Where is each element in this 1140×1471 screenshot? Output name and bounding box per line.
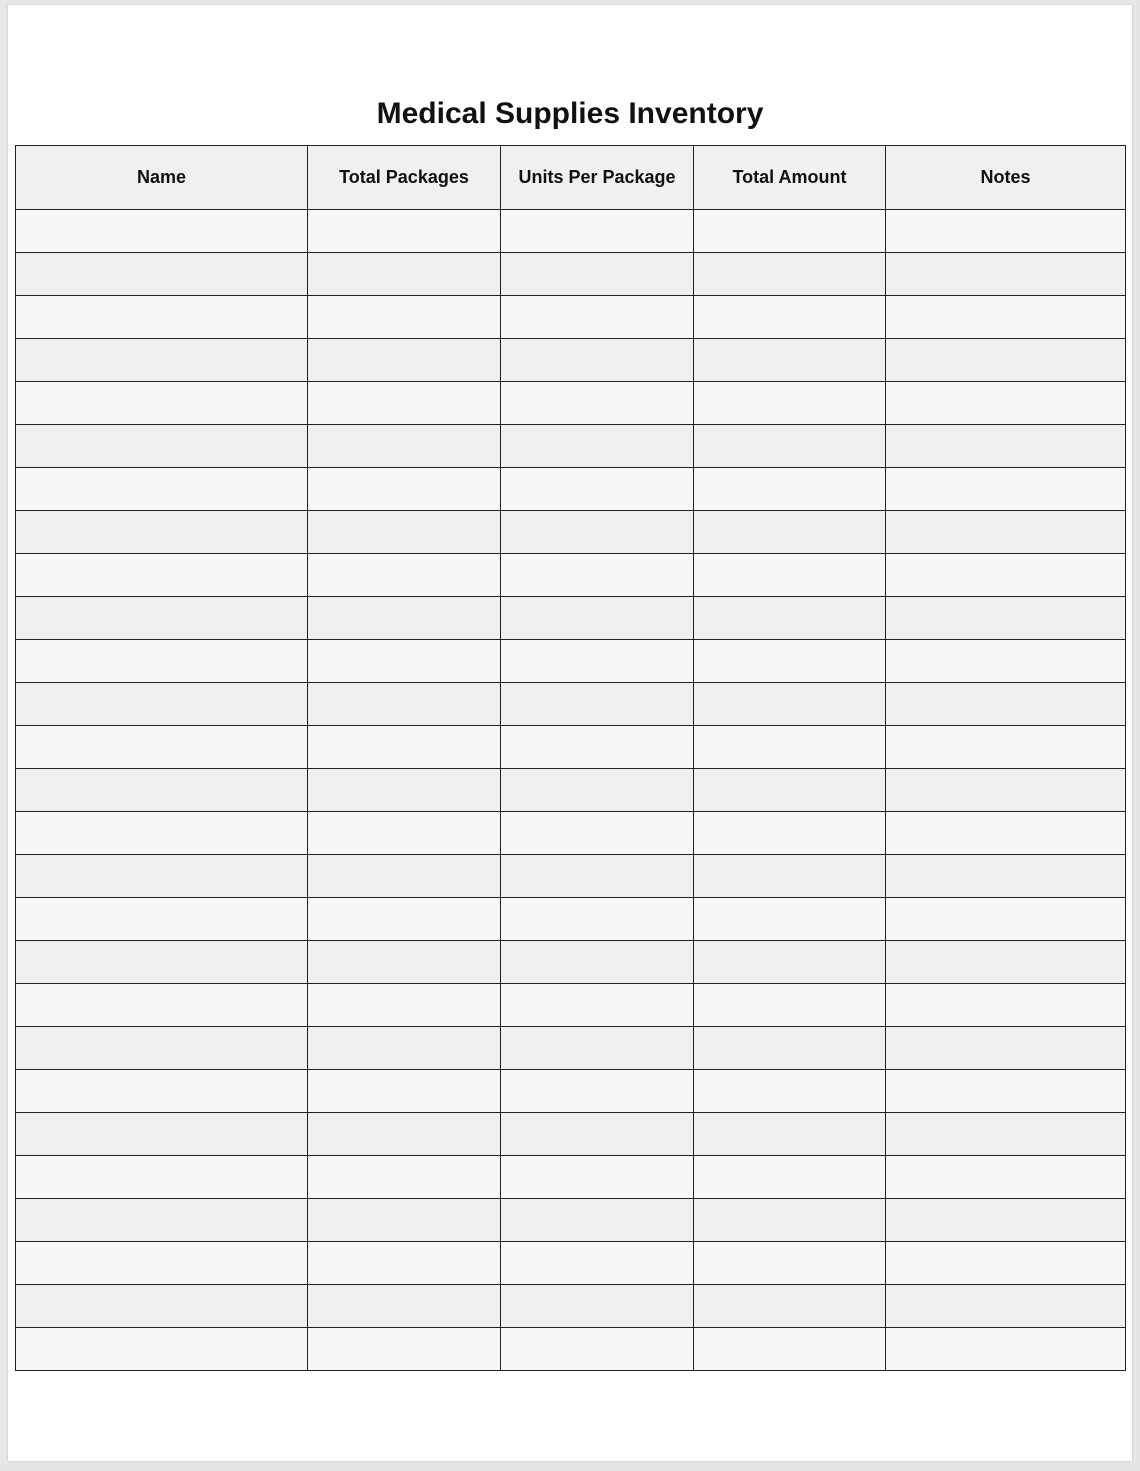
cell-total-amount[interactable] [694, 1113, 886, 1156]
cell-total-amount[interactable] [694, 984, 886, 1027]
cell-name[interactable] [16, 425, 308, 468]
column-header-name: Name [16, 146, 308, 210]
table-row [16, 511, 1126, 554]
cell-name[interactable] [16, 1113, 308, 1156]
cell-total-amount[interactable] [694, 1328, 886, 1371]
cell-notes[interactable] [886, 769, 1126, 812]
table-row [16, 597, 1126, 640]
cell-name[interactable] [16, 683, 308, 726]
cell-name[interactable] [16, 640, 308, 683]
cell-total-amount[interactable] [694, 425, 886, 468]
table-body [16, 210, 1126, 1371]
cell-notes[interactable] [886, 1199, 1126, 1242]
column-header-total-packages: Total Packages [308, 146, 501, 210]
table-header-row [16, 146, 1126, 210]
cell-total-packages[interactable] [308, 769, 501, 812]
table-row [16, 210, 1126, 253]
cell-total-packages[interactable] [308, 597, 501, 640]
cell-total-amount[interactable] [694, 382, 886, 425]
cell-notes[interactable] [886, 1285, 1126, 1328]
cell-name[interactable] [16, 554, 308, 597]
cell-name[interactable] [16, 1027, 308, 1070]
cell-total-packages[interactable] [308, 339, 501, 382]
cell-units-per-package[interactable] [501, 769, 694, 812]
cell-notes[interactable] [886, 1070, 1126, 1113]
cell-notes[interactable] [886, 382, 1126, 425]
cell-units-per-package[interactable] [501, 1070, 694, 1113]
cell-name[interactable] [16, 468, 308, 511]
cell-notes[interactable] [886, 511, 1126, 554]
inventory-sheet [8, 5, 1132, 1461]
cell-total-amount[interactable] [694, 554, 886, 597]
cell-total-amount[interactable] [694, 296, 886, 339]
cell-notes[interactable] [886, 597, 1126, 640]
cell-units-per-package[interactable] [501, 1199, 694, 1242]
cell-name[interactable] [16, 898, 308, 941]
cell-notes[interactable] [886, 468, 1126, 511]
cell-name[interactable] [16, 812, 308, 855]
table-row [16, 1242, 1126, 1285]
cell-total-packages[interactable] [308, 898, 501, 941]
cell-total-packages[interactable] [308, 554, 501, 597]
table-row [16, 941, 1126, 984]
cell-total-amount[interactable] [694, 812, 886, 855]
cell-total-packages[interactable] [308, 984, 501, 1027]
table-row [16, 1328, 1126, 1371]
cell-units-per-package[interactable] [501, 425, 694, 468]
cell-notes[interactable] [886, 941, 1126, 984]
cell-total-packages[interactable] [308, 1027, 501, 1070]
cell-total-amount[interactable] [694, 468, 886, 511]
cell-units-per-package[interactable] [501, 296, 694, 339]
cell-total-amount[interactable] [694, 769, 886, 812]
cell-units-per-package[interactable] [501, 1328, 694, 1371]
table-row [16, 1285, 1126, 1328]
cell-total-amount[interactable] [694, 683, 886, 726]
cell-notes[interactable] [886, 855, 1126, 898]
cell-total-packages[interactable] [308, 1328, 501, 1371]
table-row [16, 253, 1126, 296]
cell-units-per-package[interactable] [501, 554, 694, 597]
cell-total-packages[interactable] [308, 640, 501, 683]
cell-name[interactable] [16, 855, 308, 898]
cell-name[interactable] [16, 1242, 308, 1285]
cell-units-per-package[interactable] [501, 683, 694, 726]
cell-name[interactable] [16, 597, 308, 640]
column-header-notes: Notes [886, 146, 1126, 210]
table-row [16, 640, 1126, 683]
cell-units-per-package[interactable] [501, 1156, 694, 1199]
cell-units-per-package[interactable] [501, 210, 694, 253]
cell-units-per-package[interactable] [501, 253, 694, 296]
cell-units-per-package[interactable] [501, 1113, 694, 1156]
cell-total-packages[interactable] [308, 1242, 501, 1285]
cell-notes[interactable] [886, 1242, 1126, 1285]
cell-notes[interactable] [886, 1027, 1126, 1070]
table-row [16, 898, 1126, 941]
table-row [16, 296, 1126, 339]
cell-total-amount[interactable] [694, 855, 886, 898]
cell-units-per-package[interactable] [501, 468, 694, 511]
cell-total-amount[interactable] [694, 1027, 886, 1070]
cell-notes[interactable] [886, 210, 1126, 253]
cell-notes[interactable] [886, 984, 1126, 1027]
table-row [16, 855, 1126, 898]
cell-notes[interactable] [886, 1113, 1126, 1156]
cell-total-amount[interactable] [694, 1285, 886, 1328]
table-row [16, 812, 1126, 855]
cell-name[interactable] [16, 253, 308, 296]
cell-total-amount[interactable] [694, 253, 886, 296]
cell-total-packages[interactable] [308, 468, 501, 511]
cell-total-amount[interactable] [694, 1242, 886, 1285]
cell-notes[interactable] [886, 640, 1126, 683]
cell-notes[interactable] [886, 253, 1126, 296]
table-row [16, 984, 1126, 1027]
cell-name[interactable] [16, 210, 308, 253]
table-row [16, 726, 1126, 769]
cell-total-packages[interactable] [308, 1113, 501, 1156]
column-header-units-per-package: Units Per Package [501, 146, 694, 210]
cell-total-packages[interactable] [308, 683, 501, 726]
cell-name[interactable] [16, 1285, 308, 1328]
table-row [16, 1156, 1126, 1199]
cell-units-per-package[interactable] [501, 984, 694, 1027]
cell-units-per-package[interactable] [501, 726, 694, 769]
cell-name[interactable] [16, 1070, 308, 1113]
cell-total-packages[interactable] [308, 210, 501, 253]
cell-total-amount[interactable] [694, 1199, 886, 1242]
cell-total-amount[interactable] [694, 597, 886, 640]
cell-total-packages[interactable] [308, 941, 501, 984]
cell-total-packages[interactable] [308, 1156, 501, 1199]
table-row [16, 1070, 1126, 1113]
cell-total-packages[interactable] [308, 425, 501, 468]
cell-notes[interactable] [886, 554, 1126, 597]
cell-notes[interactable] [886, 812, 1126, 855]
cell-total-amount[interactable] [694, 898, 886, 941]
cell-name[interactable] [16, 296, 308, 339]
cell-units-per-package[interactable] [501, 1027, 694, 1070]
column-header-total-amount: Total Amount [694, 146, 886, 210]
cell-total-packages[interactable] [308, 253, 501, 296]
cell-total-packages[interactable] [308, 1070, 501, 1113]
cell-total-packages[interactable] [308, 1199, 501, 1242]
cell-total-packages[interactable] [308, 511, 501, 554]
cell-units-per-package[interactable] [501, 640, 694, 683]
cell-name[interactable] [16, 339, 308, 382]
table-row [16, 1027, 1126, 1070]
cell-name[interactable] [16, 1199, 308, 1242]
cell-name[interactable] [16, 984, 308, 1027]
cell-notes[interactable] [886, 726, 1126, 769]
cell-total-packages[interactable] [308, 812, 501, 855]
table-row [16, 769, 1126, 812]
table-row [16, 1113, 1126, 1156]
cell-units-per-package[interactable] [501, 339, 694, 382]
cell-total-amount[interactable] [694, 941, 886, 984]
cell-units-per-package[interactable] [501, 898, 694, 941]
cell-total-amount[interactable] [694, 339, 886, 382]
table-row [16, 1199, 1126, 1242]
table-row [16, 425, 1126, 468]
cell-notes[interactable] [886, 339, 1126, 382]
cell-total-amount[interactable] [694, 640, 886, 683]
cell-notes[interactable] [886, 1328, 1126, 1371]
cell-units-per-package[interactable] [501, 812, 694, 855]
cell-units-per-package[interactable] [501, 855, 694, 898]
cell-units-per-package[interactable] [501, 382, 694, 425]
cell-units-per-package[interactable] [501, 941, 694, 984]
cell-total-packages[interactable] [308, 296, 501, 339]
cell-name[interactable] [16, 941, 308, 984]
table-row [16, 683, 1126, 726]
cell-notes[interactable] [886, 1156, 1126, 1199]
page-title: Medical Supplies Inventory [376, 97, 764, 130]
cell-name[interactable] [16, 1328, 308, 1371]
cell-units-per-package[interactable] [501, 597, 694, 640]
cell-name[interactable] [16, 726, 308, 769]
cell-total-amount[interactable] [694, 726, 886, 769]
cell-notes[interactable] [886, 898, 1126, 941]
cell-units-per-package[interactable] [501, 1242, 694, 1285]
cell-total-amount[interactable] [694, 1070, 886, 1113]
cell-total-packages[interactable] [308, 726, 501, 769]
cell-notes[interactable] [886, 296, 1126, 339]
table-row [16, 382, 1126, 425]
cell-total-packages[interactable] [308, 382, 501, 425]
cell-total-packages[interactable] [308, 1285, 501, 1328]
cell-units-per-package[interactable] [501, 1285, 694, 1328]
cell-name[interactable] [16, 1156, 308, 1199]
cell-name[interactable] [16, 769, 308, 812]
cell-name[interactable] [16, 511, 308, 554]
table-row [16, 339, 1126, 382]
inventory-table [15, 145, 1126, 1371]
cell-total-amount[interactable] [694, 1156, 886, 1199]
cell-total-amount[interactable] [694, 210, 886, 253]
cell-total-amount[interactable] [694, 511, 886, 554]
cell-units-per-package[interactable] [501, 511, 694, 554]
table-row [16, 554, 1126, 597]
cell-total-packages[interactable] [308, 855, 501, 898]
cell-name[interactable] [16, 382, 308, 425]
table-row [16, 468, 1126, 511]
cell-notes[interactable] [886, 683, 1126, 726]
cell-notes[interactable] [886, 425, 1126, 468]
